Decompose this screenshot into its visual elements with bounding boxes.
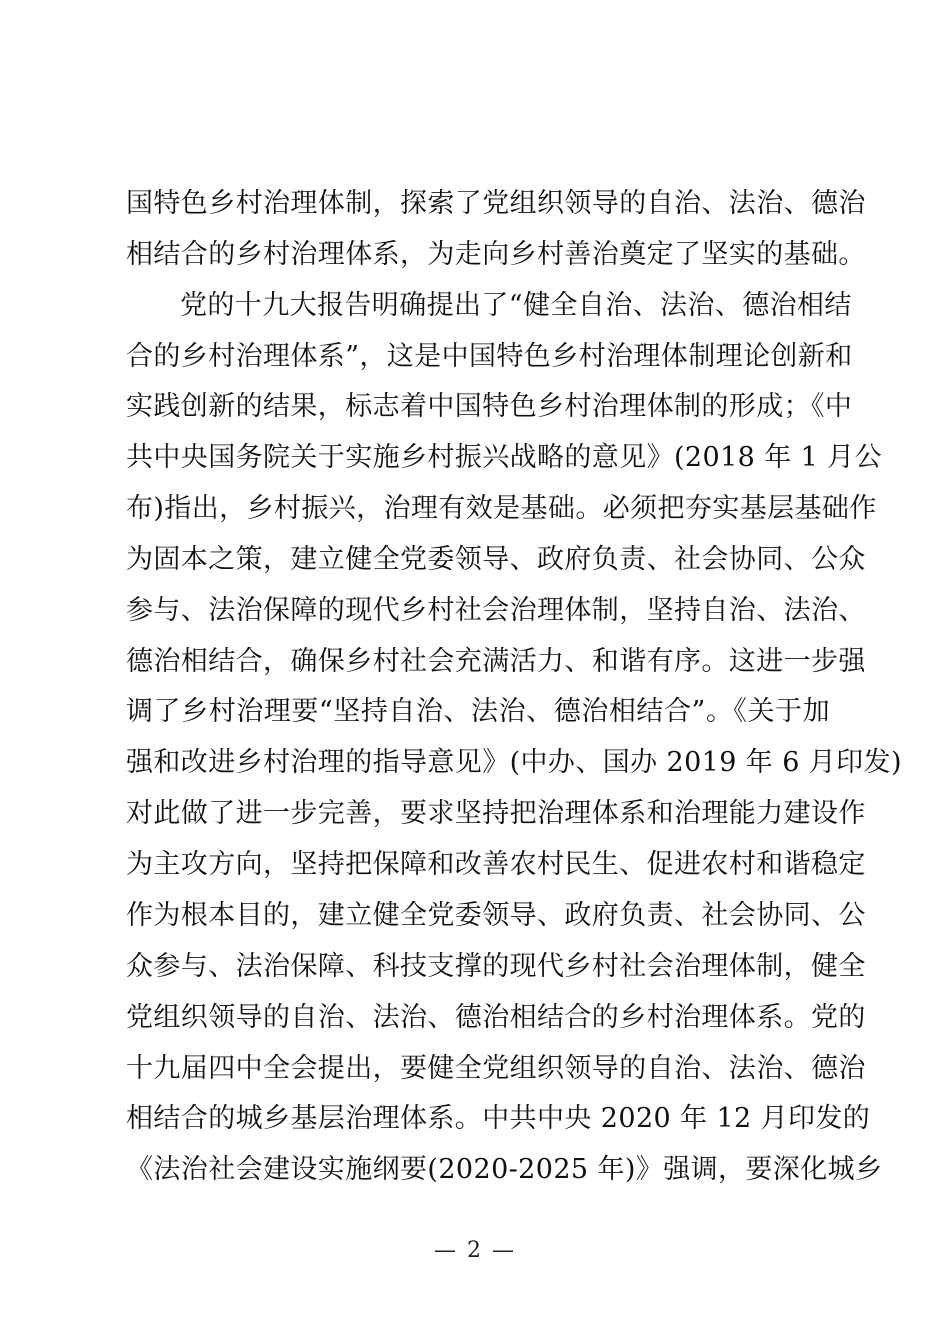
text-line: 调了乡村治理要“坚持自治、法治、德治相结合”。《关于加 [126,696,830,727]
text-line: 国特色乡村治理体制，探索了党组织领导的自治、法治、德治 [126,188,866,219]
text-line: 《法治社会建设实施纲要(2020-2025 年)》强调，要深化城乡 [126,1154,883,1185]
text-line: 强和改进乡村治理的指导意见》(中办、国办 2019 年 6 月印发) [126,747,902,778]
text-line: 对此做了进一步完善，要求坚持把治理体系和治理能力建设作 [126,798,866,829]
text-line: 共中央国务院关于实施乡村振兴战略的意见》(2018 年 1 月公 [126,442,882,473]
text-line: 布)指出，乡村振兴，治理有效是基础。必须把夯实基层基础作 [126,493,877,524]
text-line: 为固本之策，建立健全党委领导、政府负责、社会协同、公众 [126,544,866,575]
text-line: 参与、法治保障的现代乡村社会治理体制，坚持自治、法治、 [126,595,866,626]
text-line: 十九届四中全会提出，要健全党组织领导的自治、法治、德治 [126,1053,866,1084]
text-line: 实践创新的结果，标志着中国特色乡村治理体制的形成；《中 [126,391,853,422]
text-line: 众参与、法治保障、科技支撑的现代乡村社会治理体制，健全 [126,951,866,982]
text-line: 相结合的乡村治理体系，为走向乡村善治奠定了坚实的基础。 [126,239,866,270]
text-line: 为主攻方向，坚持把保障和改善农村民生、促进农村和谐稳定 [126,849,866,880]
text-line: 作为根本目的，建立健全党委领导、政府负责、社会协同、公 [126,900,866,931]
page-number: — 2 — [434,1238,516,1263]
text-line: 合的乡村治理体系”，这是中国特色乡村治理体制理论创新和 [126,341,853,372]
text-line: 德治相结合，确保乡村社会充满活力、和谐有序。这进一步强 [126,646,866,677]
text-line: 党组织领导的自治、法治、德治相结合的乡村治理体系。党的 [126,1002,866,1033]
text-line: 相结合的城乡基层治理体系。中共中央 2020 年 12 月印发的 [126,1103,871,1134]
text-line-paragraph-start: 党的十九大报告明确提出了“健全自治、法治、德治相结 [180,290,852,321]
